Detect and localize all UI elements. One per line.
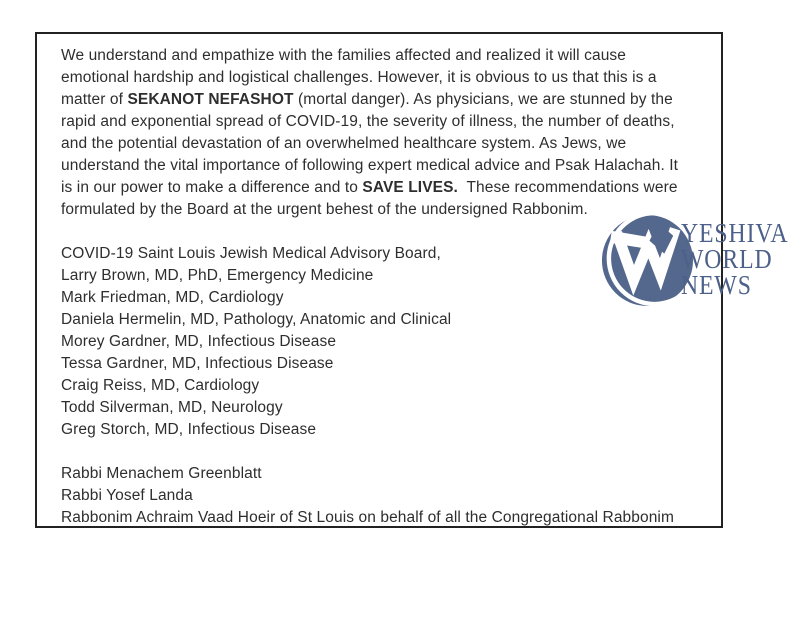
text-line: is in our power to make a difference and to SAVE LIVES. These recommendations were (61, 179, 678, 196)
text-line: Todd Silverman, MD, Neurology (61, 399, 283, 416)
watermark-line: WORLD (681, 244, 773, 274)
text-line: Craig Reiss, MD, Cardiology (61, 377, 260, 394)
text-line: Mark Friedman, MD, Cardiology (61, 289, 284, 306)
rabbonim-signatories (61, 463, 709, 529)
yeshiva-world-news-watermark (597, 211, 798, 310)
text-line: Rabbi Yosef Landa (61, 487, 193, 504)
text-line: and the potential devastation of an overwhelmed healthcare system. As Jews, we (61, 135, 627, 152)
text-line: Rabbonim Achraim Vaad Hoeir of St Louis on behalf of all the Congregational Rabbonim (61, 509, 674, 526)
text-line: COVID-19 Saint Louis Jewish Medical Advisory Board, (61, 245, 441, 262)
text-line: Daniela Hermelin, MD, Pathology, Anatomic and Clinical (61, 311, 452, 328)
text-line: understand the vital importance of following expert medical advice and Psak Halachah. It (61, 157, 679, 174)
text-line: Morey Gardner, MD, Infectious Disease (61, 333, 337, 350)
watermark-line: NEWS (681, 270, 752, 300)
text-line: emotional hardship and logistical challenges. However, it is obvious to us that this is a (61, 69, 657, 86)
watermark-wordmark (681, 211, 788, 298)
watermark-line: YESHIVA (681, 218, 789, 248)
text-line: matter of SEKANOT NEFASHOT (mortal danger). As physicians, we are stunned by the (61, 91, 673, 108)
statement-paragraph (61, 45, 709, 221)
text-line: We understand and empathize with the families affected and realized it will cause (61, 47, 626, 64)
text-line: Greg Storch, MD, Infectious Disease (61, 421, 317, 438)
text-line: Larry Brown, MD, PhD, Emergency Medicine (61, 267, 374, 284)
text-line: Tessa Gardner, MD, Infectious Disease (61, 355, 334, 372)
text-line: rapid and exponential spread of COVID-19, the severity of illness, the number of deaths, (61, 113, 675, 130)
text-line: formulated by the Board at the urgent behest of the undersigned Rabbonim. (61, 201, 588, 218)
text-line: Rabbi Menachem Greenblatt (61, 465, 262, 482)
